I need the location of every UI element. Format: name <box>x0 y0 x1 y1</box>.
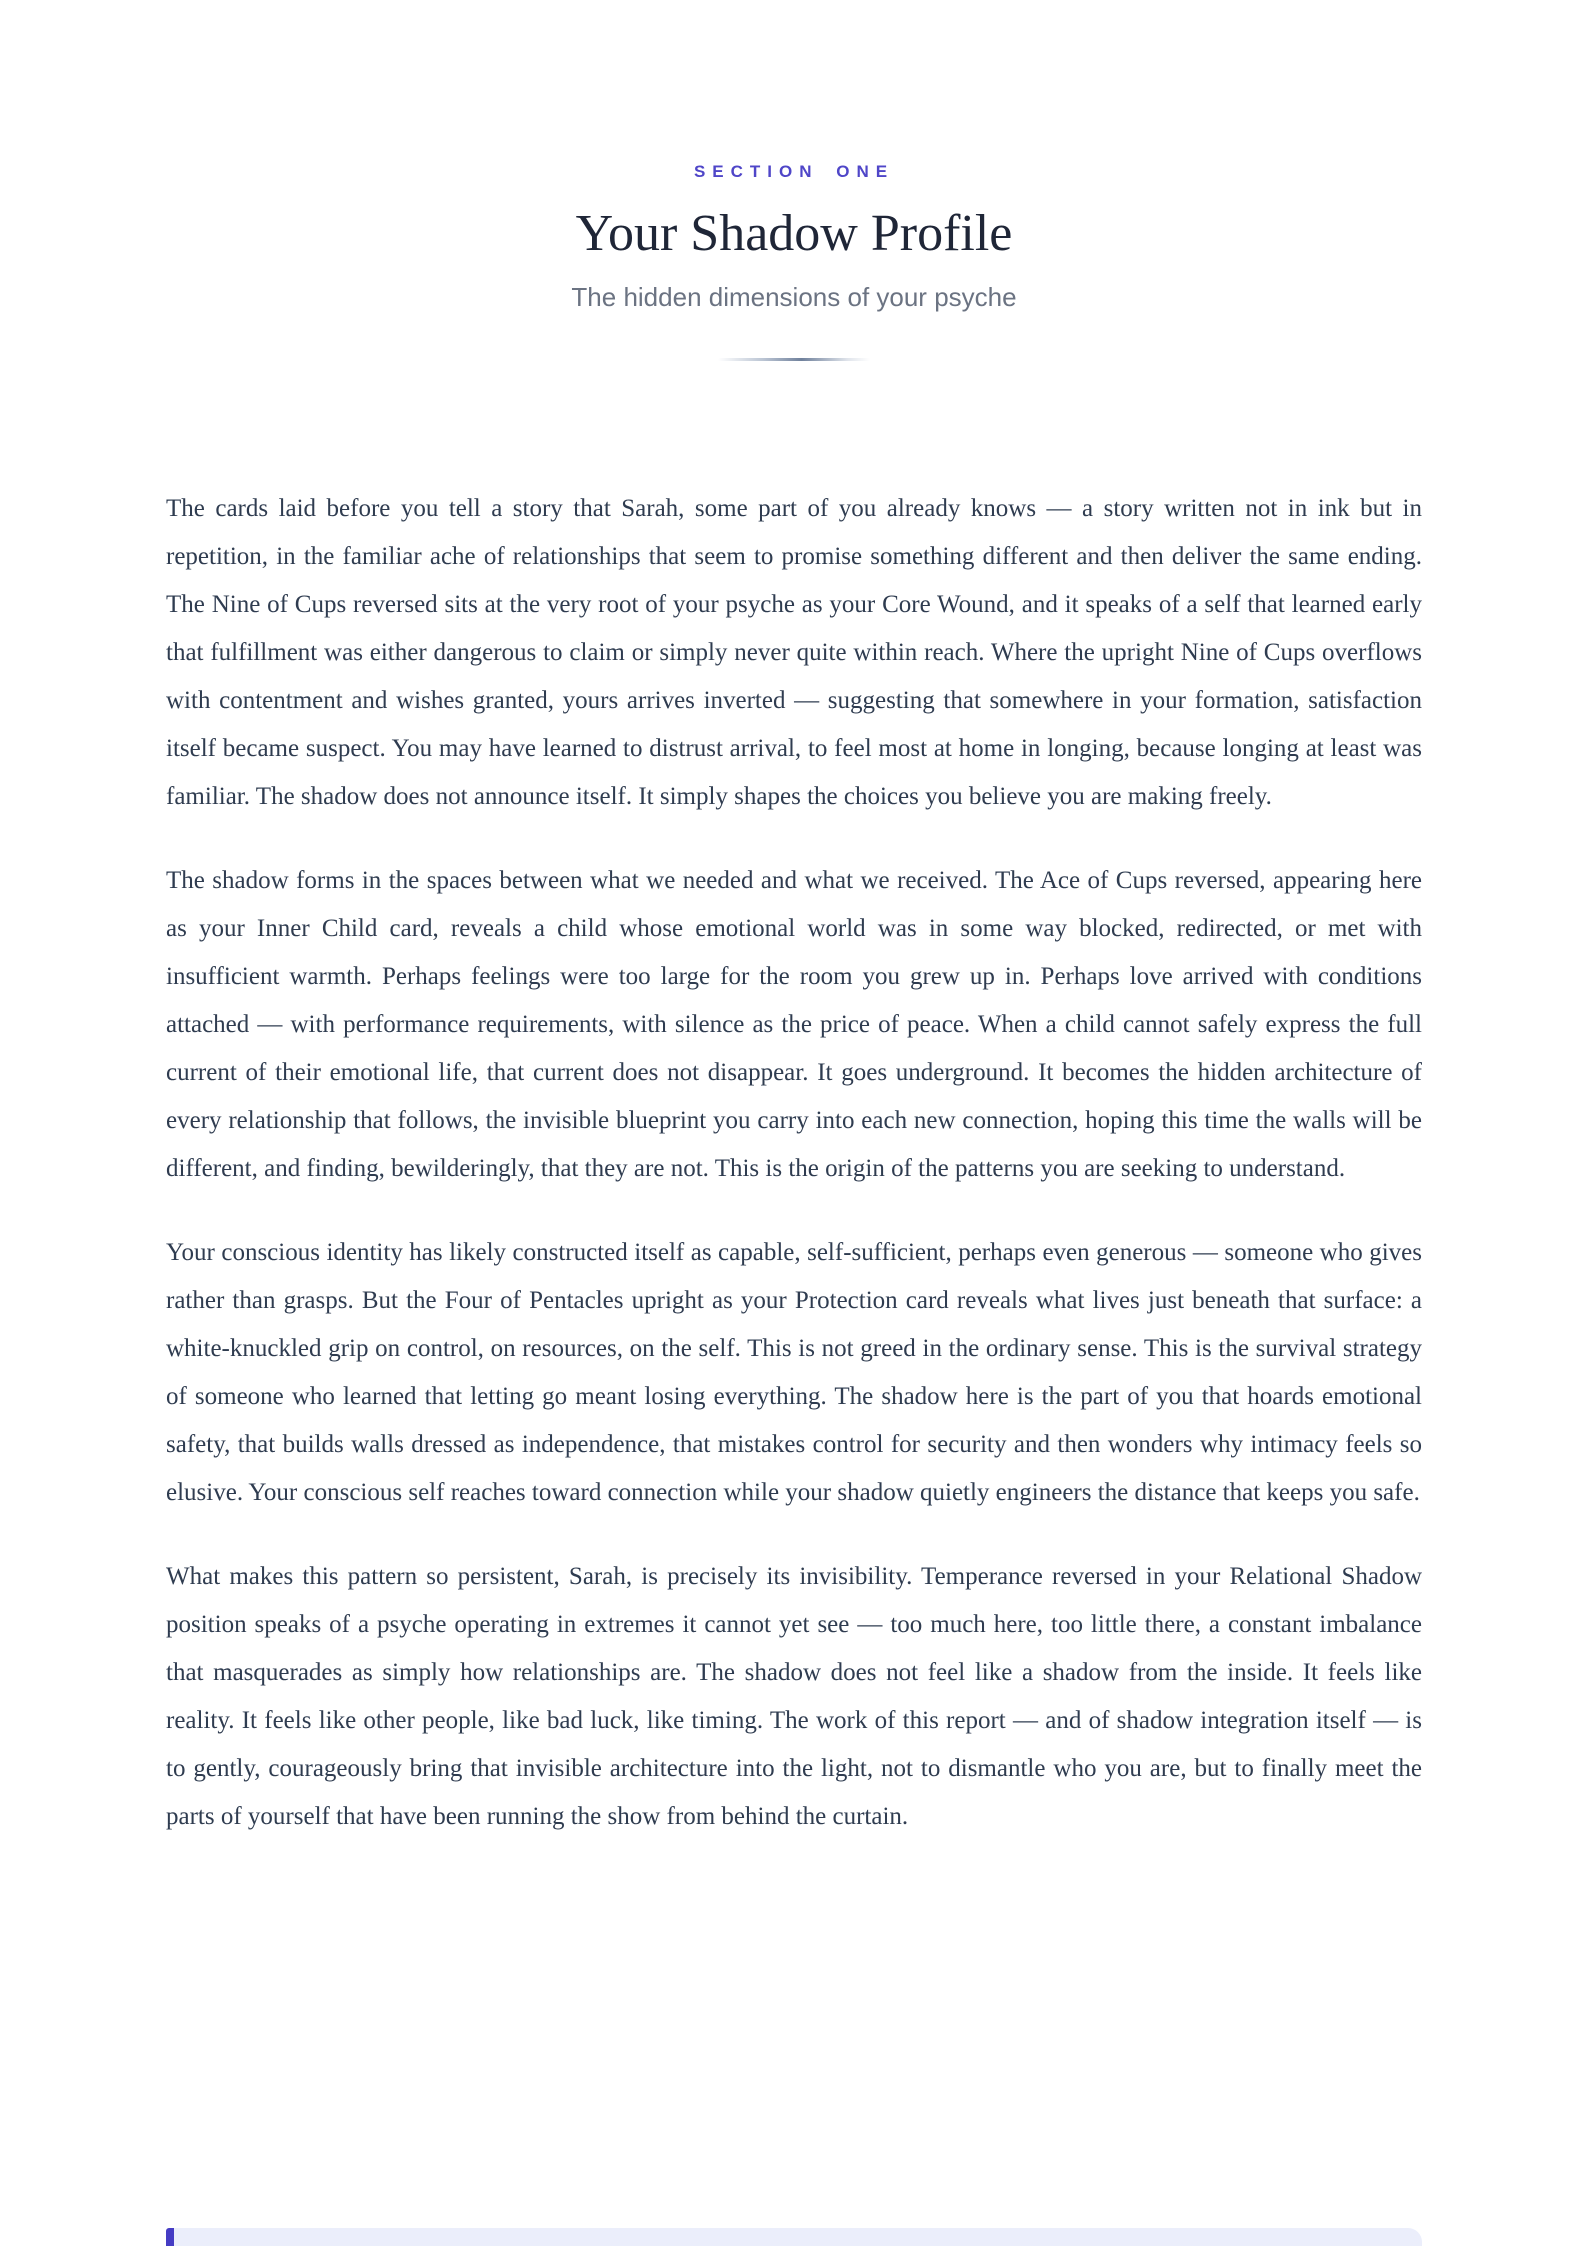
section-eyebrow: SECTION ONE <box>693 162 895 181</box>
section-header <box>0 0 1588 361</box>
callout-box <box>166 2228 1422 2246</box>
paragraph-inner-child: The shadow forms in the spaces between what we needed and what we received. The Ace of Cups reversed, appearing here as your Inner Child card, reveals a child whose emotional world was in some way blocked, redirected, or met with insufficient warmth. Perhaps feelings were too large for the room you grew up in. Perhaps love arrived with conditions attached — with performance requirements, with silence as the price of peace. When a child cannot safely express the full current of their emotional life, that current does not disappear. It goes underground. It becomes the hidden architecture of every relationship that follows, the invisible blueprint you carry into each new connection, hoping this time the walls will be different, and finding, bewilderingly, that they are not. This is the origin of the patterns you are seeking to understand. <box>166 867 1422 1182</box>
body-content <box>166 485 1422 1841</box>
page-subtitle: The hidden dimensions of your psyche <box>571 282 1017 312</box>
page-title: Your Shadow Profile <box>575 205 1013 262</box>
paragraph-protection-card: Your conscious identity has likely constructed itself as capable, self-sufficient, perhaps even generous — someone who gives rather than grasps. But the Four of Pentacles upright as your Protection card reveals what lives just beneath that surface: a white-knuckled grip on control, on resources, on the self. This is not greed in the ordinary sense. This is the survival strategy of someone who learned that letting go meant losing everything. The shadow here is the part of you that hoards emotional safety, that builds walls dressed as independence, that mistakes control for security and then wonders why intimacy feels so elusive. Your conscious self reaches toward connection while your shadow quietly engineers the distance that keeps you safe. <box>166 1239 1422 1506</box>
paragraph-relational-shadow: What makes this pattern so persistent, Sarah, is precisely its invisibility. Temperance reversed in your Relational Shadow position speaks of a psyche operating in extremes it cannot yet see — too much here, too little there, a constant imbalance that masquerades as simply how relationships are. The shadow does not feel like a shadow from the inside. It feels like reality. It feels like other people, like bad luck, like timing. The work of this report — and of shadow integration itself — is to gently, courageously bring that invisible architecture into the light, not to dismantle who you are, but to finally meet the parts of yourself that have been running the show from behind the curtain. <box>166 1563 1422 1830</box>
header-divider <box>718 358 870 361</box>
paragraph-core-wound: The cards laid before you tell a story that Sarah, some part of you already knows — a story written not in ink but in repetition, in the familiar ache of relationships that seem to promise something different and then deliver the same ending. The Nine of Cups reversed sits at the very root of your psyche as your Core Wound, and it speaks of a self that learned early that fulfillment was either dangerous to claim or simply never quite within reach. Where the upright Nine of Cups overflows with contentment and wishes granted, yours arrives inverted — suggesting that somewhere in your formation, satisfaction itself became suspect. You may have learned to distrust arrival, to feel most at home in longing, because longing at least was familiar. The shadow does not announce itself. It simply shapes the choices you believe you are making freely. <box>166 495 1422 810</box>
